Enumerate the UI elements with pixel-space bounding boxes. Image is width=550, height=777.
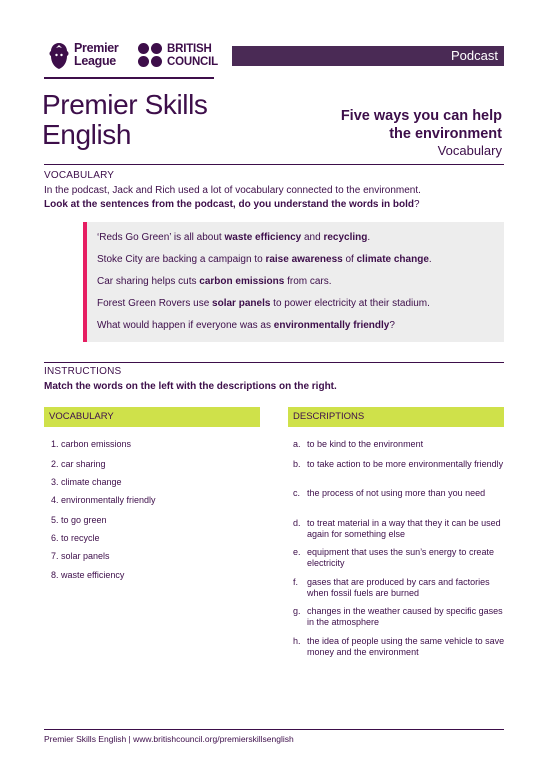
description-item	[293, 459, 508, 483]
logo-bc-line2: COUNCIL	[167, 56, 218, 68]
vocabulary-item: 2. car sharing	[51, 459, 106, 469]
lion-icon	[48, 42, 70, 70]
example-sentence	[97, 232, 370, 243]
description-text: to treat material in a way that they it can be used again for something else	[307, 518, 501, 539]
bold-term: climate change	[356, 254, 429, 265]
logo-underline	[44, 77, 214, 79]
logos	[44, 40, 218, 76]
page-title	[42, 90, 208, 150]
british-council-logo	[138, 40, 218, 72]
description-item	[293, 577, 508, 601]
bold-term: waste efficiency	[224, 232, 302, 243]
subtitle-vocabulary: Vocabulary	[437, 143, 502, 158]
intro-text: In the podcast, Jack and Rich used a lot of vocabulary connected to the environment.	[44, 185, 421, 196]
title-line-1: Premier Skills	[42, 89, 208, 120]
sentence-text: .	[367, 232, 371, 243]
sentence-text: Car sharing helps cuts	[97, 276, 200, 287]
page-subtitle	[341, 107, 502, 143]
vocabulary-item: 8. waste efficiency	[51, 570, 125, 580]
description-letter: h.	[293, 636, 301, 646]
description-letter: f.	[293, 577, 299, 587]
sentence-text: and	[301, 232, 324, 243]
description-text: the process of not using more than you need	[307, 488, 486, 498]
logo-pl-line2: League	[74, 54, 116, 68]
bold-term: solar panels	[212, 298, 271, 309]
section-label-instructions: INSTRUCTIONS	[44, 366, 122, 377]
vocabulary-item: 5. to go green	[51, 515, 107, 525]
subtitle-line-1: Five ways you can help	[340, 108, 502, 124]
divider	[44, 362, 504, 363]
sentence-text: of	[342, 254, 357, 265]
sentence-text: What would happen if everyone was as	[97, 320, 274, 331]
premier-league-logo	[48, 40, 136, 72]
example-sentences-box	[83, 222, 504, 342]
description-letter: g.	[293, 606, 301, 616]
example-sentence	[97, 276, 332, 287]
sentence-text: from cars.	[284, 276, 332, 287]
bold-term: carbon emissions	[199, 276, 285, 287]
logo-bc-line1: BRITISH	[167, 43, 212, 55]
sentence-text: Stoke City are backing a campaign to	[97, 254, 266, 265]
description-letter: c.	[293, 488, 301, 498]
sentence-text: ?	[389, 320, 395, 331]
bold-term: recycling	[323, 232, 368, 243]
title-line-2: English	[42, 119, 132, 150]
podcast-badge: Podcast	[232, 46, 504, 66]
sentence-text: to power electricity at their stadium.	[270, 298, 430, 309]
bold-term: environmentally friendly	[273, 320, 390, 331]
description-text: to take action to be more environmentally friendly	[307, 459, 504, 469]
bold-term: raise awareness	[265, 254, 343, 265]
description-letter: e.	[293, 547, 301, 557]
example-sentence	[97, 298, 430, 309]
description-item	[293, 488, 508, 512]
description-text: equipment that uses the sun’s energy to create electricity	[307, 547, 494, 568]
divider	[44, 164, 504, 165]
sentence-text: ‘Reds Go Green’ is all about	[97, 232, 225, 243]
description-text: to be kind to the environment	[307, 439, 424, 449]
vocabulary-item: 3. climate change	[51, 477, 122, 487]
vocabulary-column-header: VOCABULARY	[44, 407, 260, 427]
description-item	[293, 606, 508, 630]
description-letter: a.	[293, 439, 301, 449]
description-text: the idea of people using the same vehicle to save money and the environment	[307, 636, 505, 657]
question-text	[44, 198, 514, 212]
question-bold: Look at the sentences from the podcast, do you understand the words in bold	[44, 199, 415, 210]
vocabulary-item: 4. environmentally friendly	[51, 495, 156, 505]
section-label-vocabulary: VOCABULARY	[44, 170, 115, 181]
description-item	[293, 518, 508, 542]
description-text: gases that are produced by cars and factories when fossil fuels are burned	[307, 577, 490, 598]
sentence-text: Forest Green Rovers use	[97, 298, 213, 309]
bc-dots-icon	[138, 43, 164, 69]
description-text: changes in the weather caused by specific gases in the atmosphere	[307, 606, 503, 627]
vocabulary-item: 7. solar panels	[51, 551, 110, 561]
footer-divider	[44, 729, 504, 730]
example-sentence	[97, 254, 432, 265]
description-letter: d.	[293, 518, 301, 528]
accent-bar	[83, 222, 87, 342]
subtitle-line-2: the environment	[389, 126, 502, 142]
logo-pl-line1: Premier	[74, 41, 119, 55]
vocabulary-item: 1. carbon emissions	[51, 439, 132, 449]
description-letter: b.	[293, 459, 301, 469]
example-sentence	[97, 320, 395, 331]
sentence-text: .	[428, 254, 432, 265]
question-end: ?	[414, 199, 420, 210]
description-item	[293, 636, 508, 660]
description-item	[293, 547, 508, 571]
footer-text: Premier Skills English | www.britishcouncil.org/premierskillsenglish	[44, 734, 294, 744]
vocabulary-item: 6. to recycle	[51, 533, 100, 543]
instructions-text: Match the words on the left with the descriptions on the right.	[44, 381, 337, 392]
descriptions-column-header: DESCRIPTIONS	[288, 407, 504, 427]
